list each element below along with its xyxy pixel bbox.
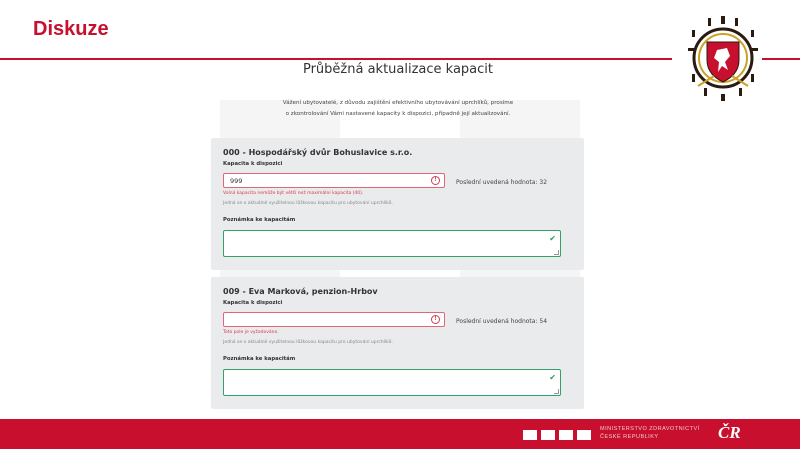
ministry-name-line: ČESKÉ REPUBLIKY (600, 434, 659, 440)
title-divider (0, 58, 672, 60)
ministry-logo-block-icon (559, 430, 573, 440)
form-title: Průběžná aktualizace kapacit (302, 62, 494, 77)
capacity-input-value: 999 (230, 177, 243, 185)
error-icon: ! (431, 315, 440, 324)
ministry-name-line: MINISTERSTVO ZDRAVOTNICTVÍ (600, 426, 700, 432)
ministry-logo-block-icon (523, 430, 537, 440)
ministry-logo-block-icon (577, 430, 591, 440)
ministry-name (600, 425, 700, 441)
intro-line: o zkontrolování Vámi nastavené kapacity k dispozici, případně její aktualizování. (285, 111, 511, 117)
capacity-input[interactable] (223, 312, 445, 327)
capacity-error-message: Volná kapacita nemůže být větší než maximální kapacita (40). (223, 191, 364, 196)
footer-bar (0, 419, 800, 449)
checkmark-icon: ✔ (549, 373, 556, 382)
capacity-label: Kapacita k dispozici (223, 161, 283, 167)
capacity-hint: Jedná se o aktuálně využitelnou lůžkovou kapacitu pro ubytování uprchlíků. (223, 201, 393, 206)
note-label: Poznámka ke kapacitám (223, 356, 296, 362)
resize-handle-icon[interactable] (554, 389, 559, 394)
cr-logo: ČR (718, 423, 741, 442)
facility-name: 000 - Hospodářský dvůr Bohuslavice s.r.o. (223, 148, 413, 157)
ministry-logo-block-icon (541, 430, 555, 440)
slide-title: Diskuze (33, 18, 109, 40)
resize-handle-icon[interactable] (554, 250, 559, 255)
note-label: Poznámka ke kapacitám (223, 217, 296, 223)
checkmark-icon: ✔ (549, 234, 556, 243)
note-textarea[interactable] (223, 369, 561, 396)
intro-text (215, 98, 581, 120)
last-value-text: Poslední uvedená hodnota: 32 (456, 179, 548, 186)
capacity-error-message: Toto pole je vyžadováno. (223, 330, 279, 335)
error-icon: ! (431, 176, 440, 185)
facility-name: 009 - Eva Marková, penzion-Hrbov (223, 287, 378, 296)
capacity-input[interactable] (223, 173, 445, 188)
note-textarea[interactable] (223, 230, 561, 257)
title-divider-right (762, 58, 800, 60)
last-value-text: Poslední uvedená hodnota: 54 (456, 318, 548, 325)
facility-card (211, 277, 584, 409)
facility-card (211, 138, 584, 270)
capacity-hint: Jedná se o aktuálně využitelnou lůžkovou kapacitu pro ubytování uprchlíků. (223, 340, 393, 345)
capacity-label: Kapacita k dispozici (223, 300, 283, 306)
state-emblem-icon (684, 14, 762, 102)
intro-line: Vážení ubytovatelé, z důvodu zajištění efektivního ubytovávání uprchlíků, prosíme (282, 100, 514, 106)
